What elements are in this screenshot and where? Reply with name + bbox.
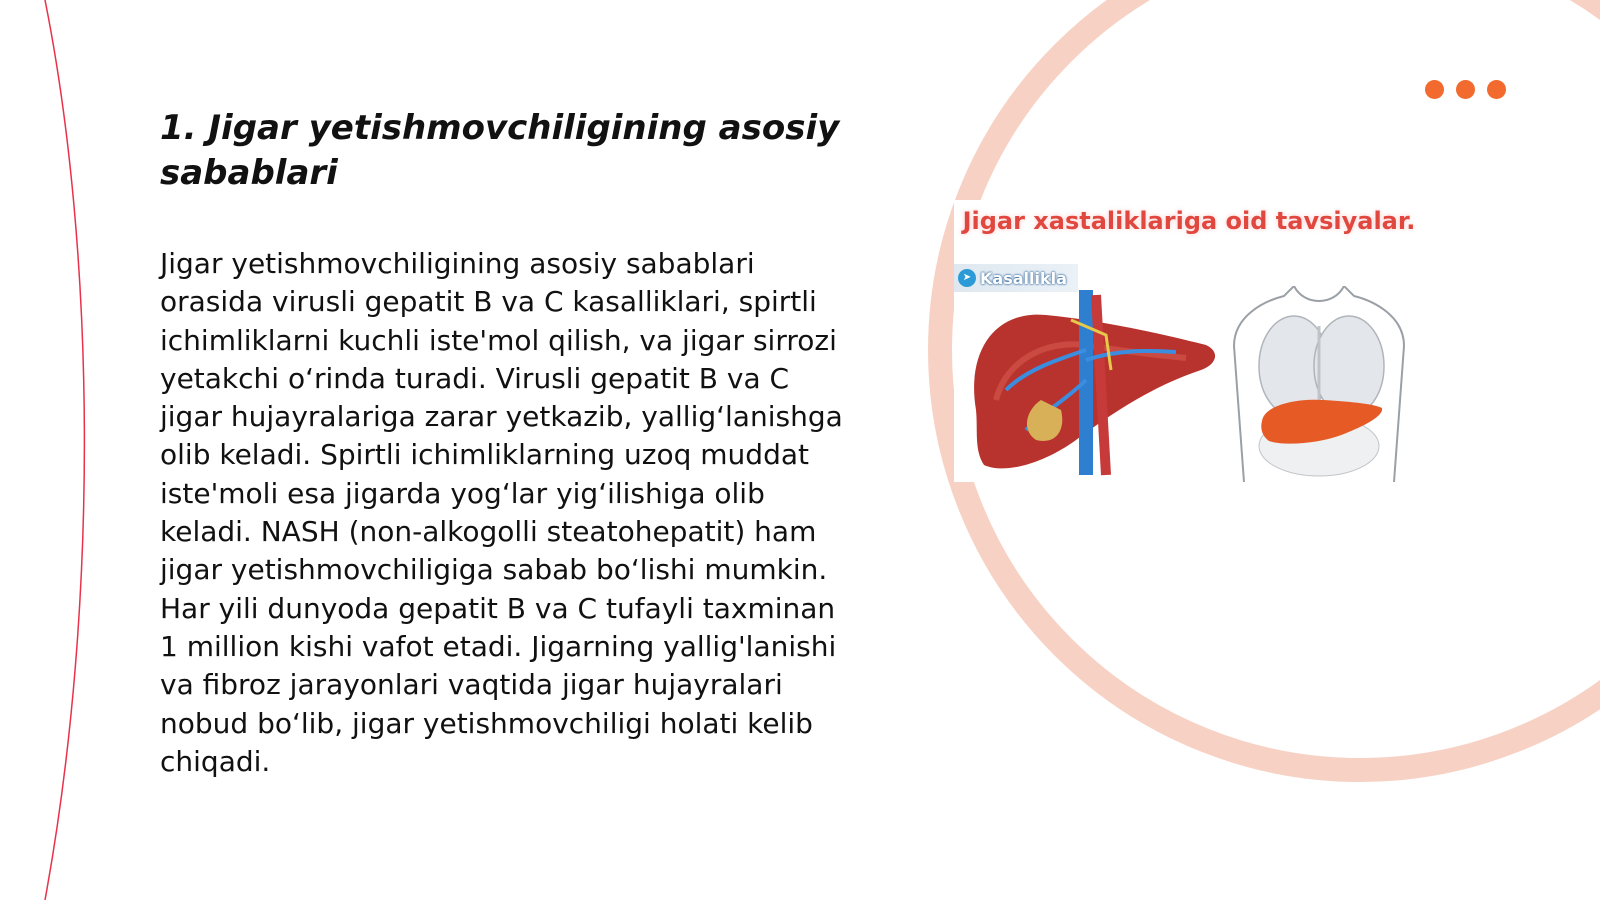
torso-icon	[1224, 286, 1414, 482]
channel-badge-label: Kasallikla	[980, 268, 1067, 288]
dot-icon	[1487, 80, 1506, 99]
liver-illustration	[954, 200, 1424, 482]
telegram-icon: ➤	[958, 269, 976, 287]
figure-caption: Jigar xastaliklariga oid tavsiyalar.	[962, 207, 1416, 235]
slide-body-text: Jigar yetishmovchiligining asosiy sabablari orasida virusli gepatit B va C kasalliklari, spirtli ichimliklarni kuchli iste'mol qilish, va jigar sirrozi yetakchi o‘rinda turadi. Virusli gepatit B va C jigar hujayralariga zarar yetkazib, yallig‘lanishga olib keladi. Spirtli ichimliklarning uzoq muddat iste'moli esa jigarda yog‘lar yig‘ilishiga olib keladi. NASH (non-alkogolli steatohepatit) ham jigar yetishmovchiligiga sabab bo‘lishi mumkin. Har yili dunyoda gepatit B va C tufayli taxminan 1 million kishi vafot etadi. Jigarning yallig'lanishi va fibroz jarayonlari vaqtida jigar hujayralari nobud bo‘lib, jigar yetishmovchiligi holati kelib chiqadi.	[160, 247, 843, 778]
dot-icon	[1456, 80, 1475, 99]
channel-badge	[954, 264, 1078, 292]
slide-title: 1. Jigar yetishmovchiligining asosiy sabablari	[160, 108, 840, 193]
dot-icon	[1425, 80, 1444, 99]
menu-dots-icon	[1425, 80, 1506, 99]
liver-icon	[966, 290, 1226, 480]
